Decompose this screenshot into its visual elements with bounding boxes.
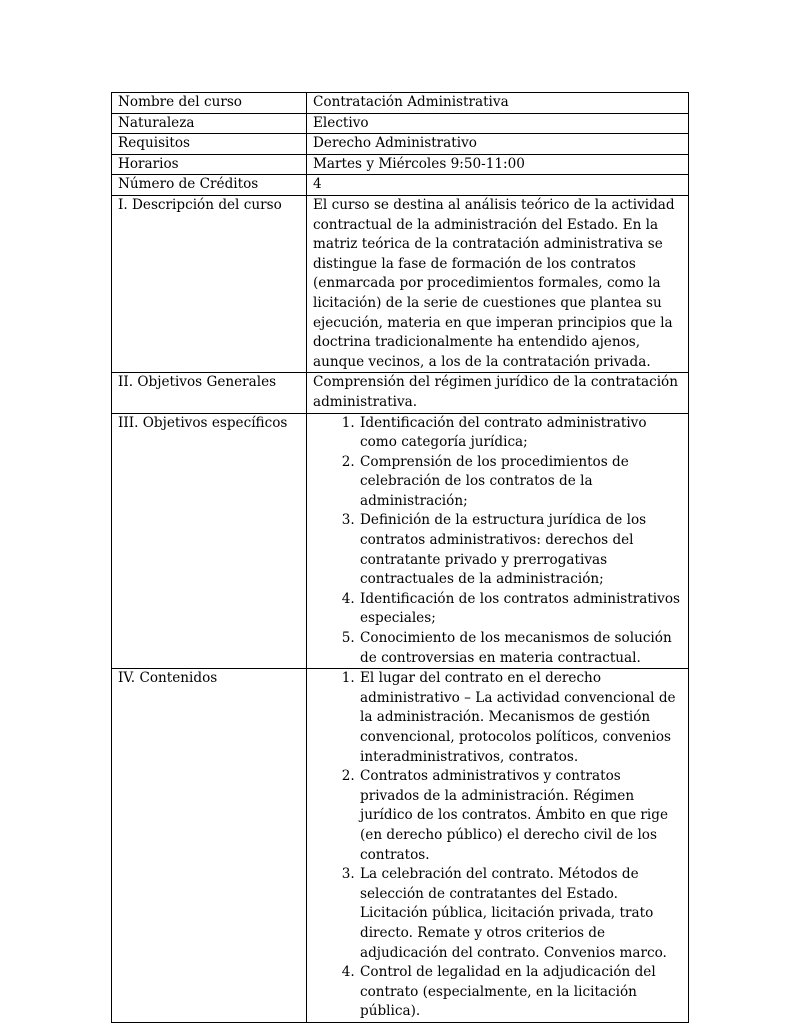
label-objetivos-generales: II. Objetivos Generales bbox=[112, 373, 307, 413]
list-item: 1. Identificación del contrato administrativo como categoría jurídica; bbox=[359, 414, 682, 453]
row-objetivos-generales bbox=[112, 373, 689, 413]
list-item: 2. Comprensión de los procedimientos de celebración de los contratos de la administración; bbox=[359, 453, 682, 512]
label-horarios: Horarios bbox=[112, 154, 307, 175]
label-objetivos-especificos: III. Objetivos específicos bbox=[112, 413, 307, 669]
label-requisitos: Requisitos bbox=[112, 134, 307, 155]
row-descripcion bbox=[112, 195, 689, 372]
value-objetivos-generales: Comprensión del régimen jurídico de la contratación administrativa. bbox=[307, 373, 689, 413]
value-requisitos: Derecho Administrativo bbox=[307, 134, 689, 155]
value-objetivos-especificos bbox=[307, 413, 689, 669]
row-creditos bbox=[112, 175, 689, 196]
label-naturaleza: Naturaleza bbox=[112, 113, 307, 134]
list-item: 2. Contratos administrativos y contratos privados de la administración. Régimen jurídico de los contratos. Ámbito en que rige (en derecho público) el derecho civil de los contratos. bbox=[359, 767, 682, 865]
value-contenidos bbox=[307, 669, 689, 1023]
list-item: 5. Conocimiento de los mecanismos de solución de controversias en materia contractual. bbox=[359, 629, 682, 668]
list-item: 1. El lugar del contrato en el derecho administrativo – La actividad convencional de la administración. Mecanismos de gestión convencional, protocolos políticos, convenios interadministrativos, contratos. bbox=[359, 669, 682, 767]
list-item: 4. Identificación de los contratos administrativos especiales; bbox=[359, 590, 682, 629]
list-item: 3. Definición de la estructura jurídica de los contratos administrativos: derechos del contratante privado y prerrogativas contractuales de la administración; bbox=[359, 511, 682, 589]
course-info-table bbox=[111, 92, 689, 1023]
row-naturaleza bbox=[112, 113, 689, 134]
label-contenidos: IV. Contenidos bbox=[112, 669, 307, 1023]
value-naturaleza: Electivo bbox=[307, 113, 689, 134]
label-creditos: Número de Créditos bbox=[112, 175, 307, 196]
row-nombre-del-curso bbox=[112, 93, 689, 114]
objetivos-especificos-list bbox=[313, 414, 682, 669]
value-descripcion: El curso se destina al análisis teórico de la actividad contractual de la administración del Estado. En la matriz teórica de la contratación administrativa se distingue la fase de formación de los contratos (enmarcada por procedimientos formales, como la licitación) de la serie de cuestiones que plantea su ejecución, materia en que imperan principios que la doctrina tradicionalmente ha entendido ajenos, aunque vecinos, a los de la contratación privada. bbox=[307, 195, 689, 372]
list-item: 4. Control de legalidad en la adjudicación del contrato (especialmente, en la licitación pública). bbox=[359, 963, 682, 1022]
contenidos-list bbox=[313, 669, 682, 1022]
row-horarios bbox=[112, 154, 689, 175]
label-descripcion: I. Descripción del curso bbox=[112, 195, 307, 372]
row-requisitos bbox=[112, 134, 689, 155]
row-contenidos bbox=[112, 669, 689, 1023]
value-nombre-del-curso: Contratación Administrativa bbox=[307, 93, 689, 114]
row-objetivos-especificos bbox=[112, 413, 689, 669]
label-nombre-del-curso: Nombre del curso bbox=[112, 93, 307, 114]
list-item: 3. La celebración del contrato. Métodos de selección de contratantes del Estado. Licitación pública, licitación privada, trato directo. Remate y otros criterios de adjudicación del contrato. Convenios marco. bbox=[359, 865, 682, 963]
value-horarios: Martes y Miércoles 9:50-11:00 bbox=[307, 154, 689, 175]
value-creditos: 4 bbox=[307, 175, 689, 196]
